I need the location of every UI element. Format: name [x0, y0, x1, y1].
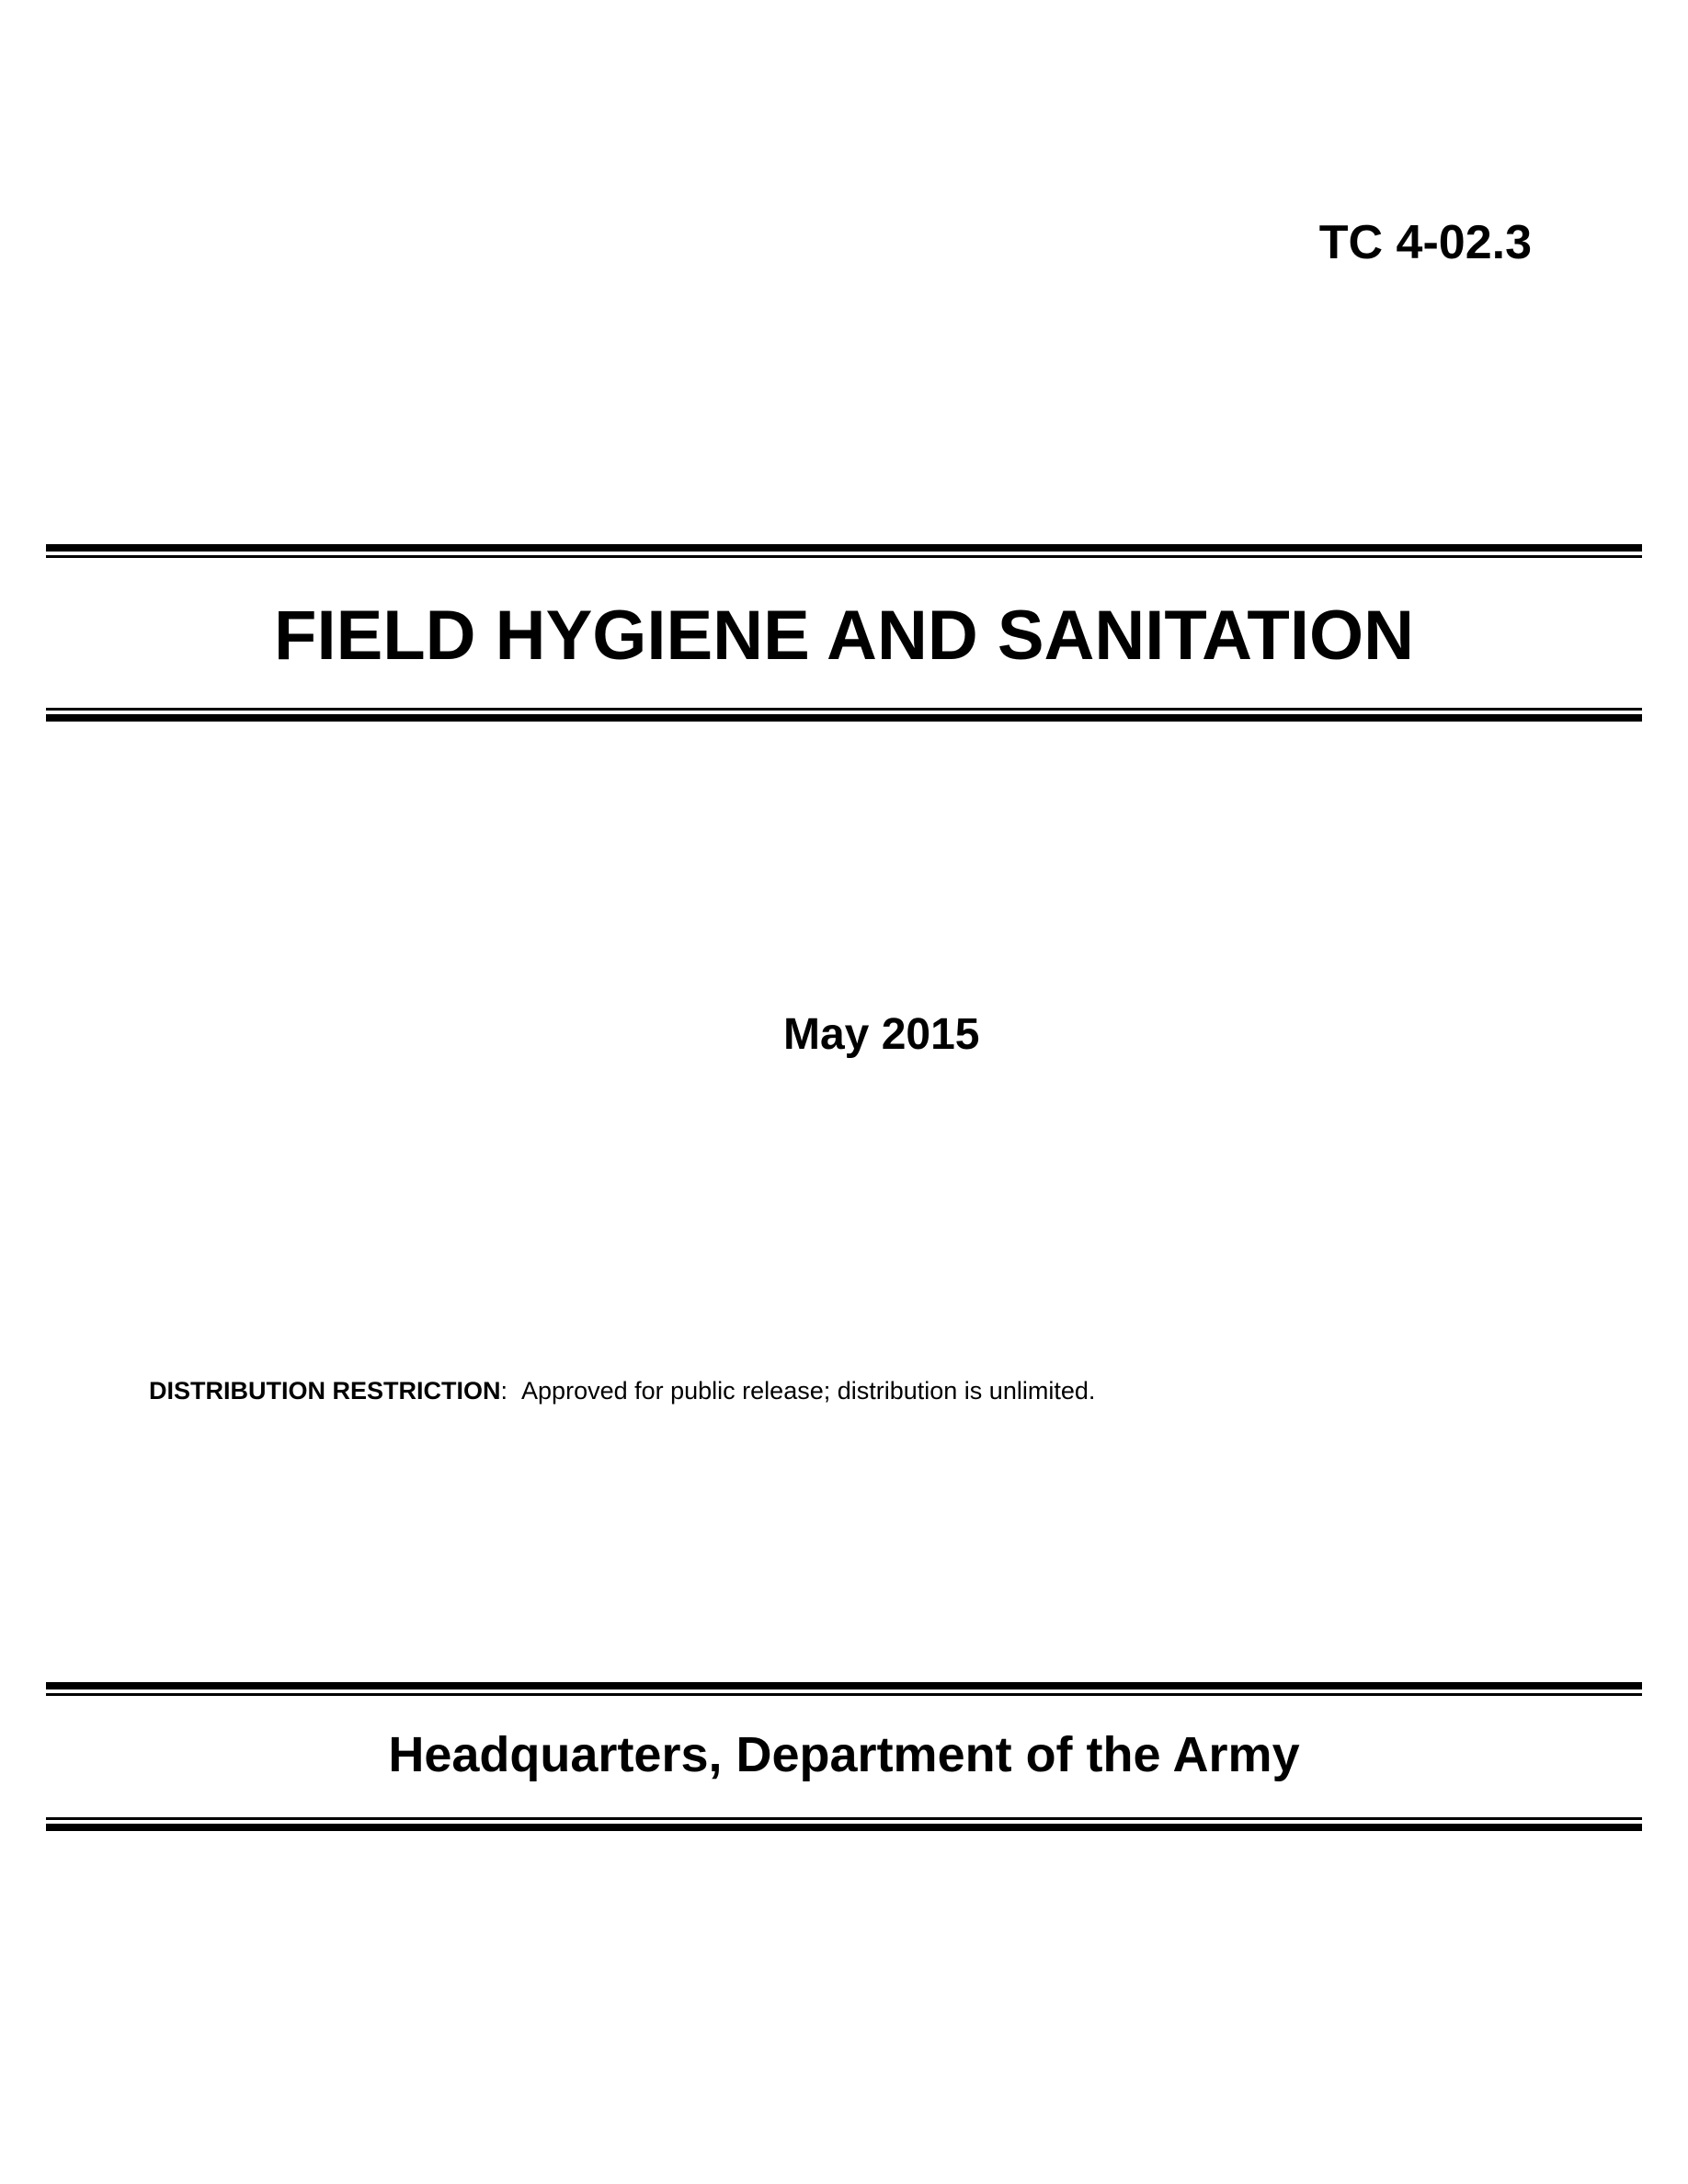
- distribution-separator: :: [500, 1377, 508, 1405]
- publisher: Headquarters, Department of the Army: [388, 1727, 1300, 1782]
- document-number: TC 4-02.3: [1318, 216, 1532, 269]
- distribution-label: DISTRIBUTION RESTRICTION: [149, 1377, 501, 1405]
- distribution-text: Approved for public release; distribution is unlimited.: [521, 1377, 1096, 1405]
- title-bottom-rule: [46, 708, 1642, 722]
- title-top-rule: [46, 544, 1642, 558]
- distribution-restriction: [149, 1376, 1095, 1405]
- publisher-top-rule: [46, 1682, 1642, 1696]
- document-title: FIELD HYGIENE AND SANITATION: [274, 597, 1414, 675]
- publication-date: May 2015: [783, 1010, 980, 1059]
- publisher-bottom-rule: [46, 1817, 1642, 1831]
